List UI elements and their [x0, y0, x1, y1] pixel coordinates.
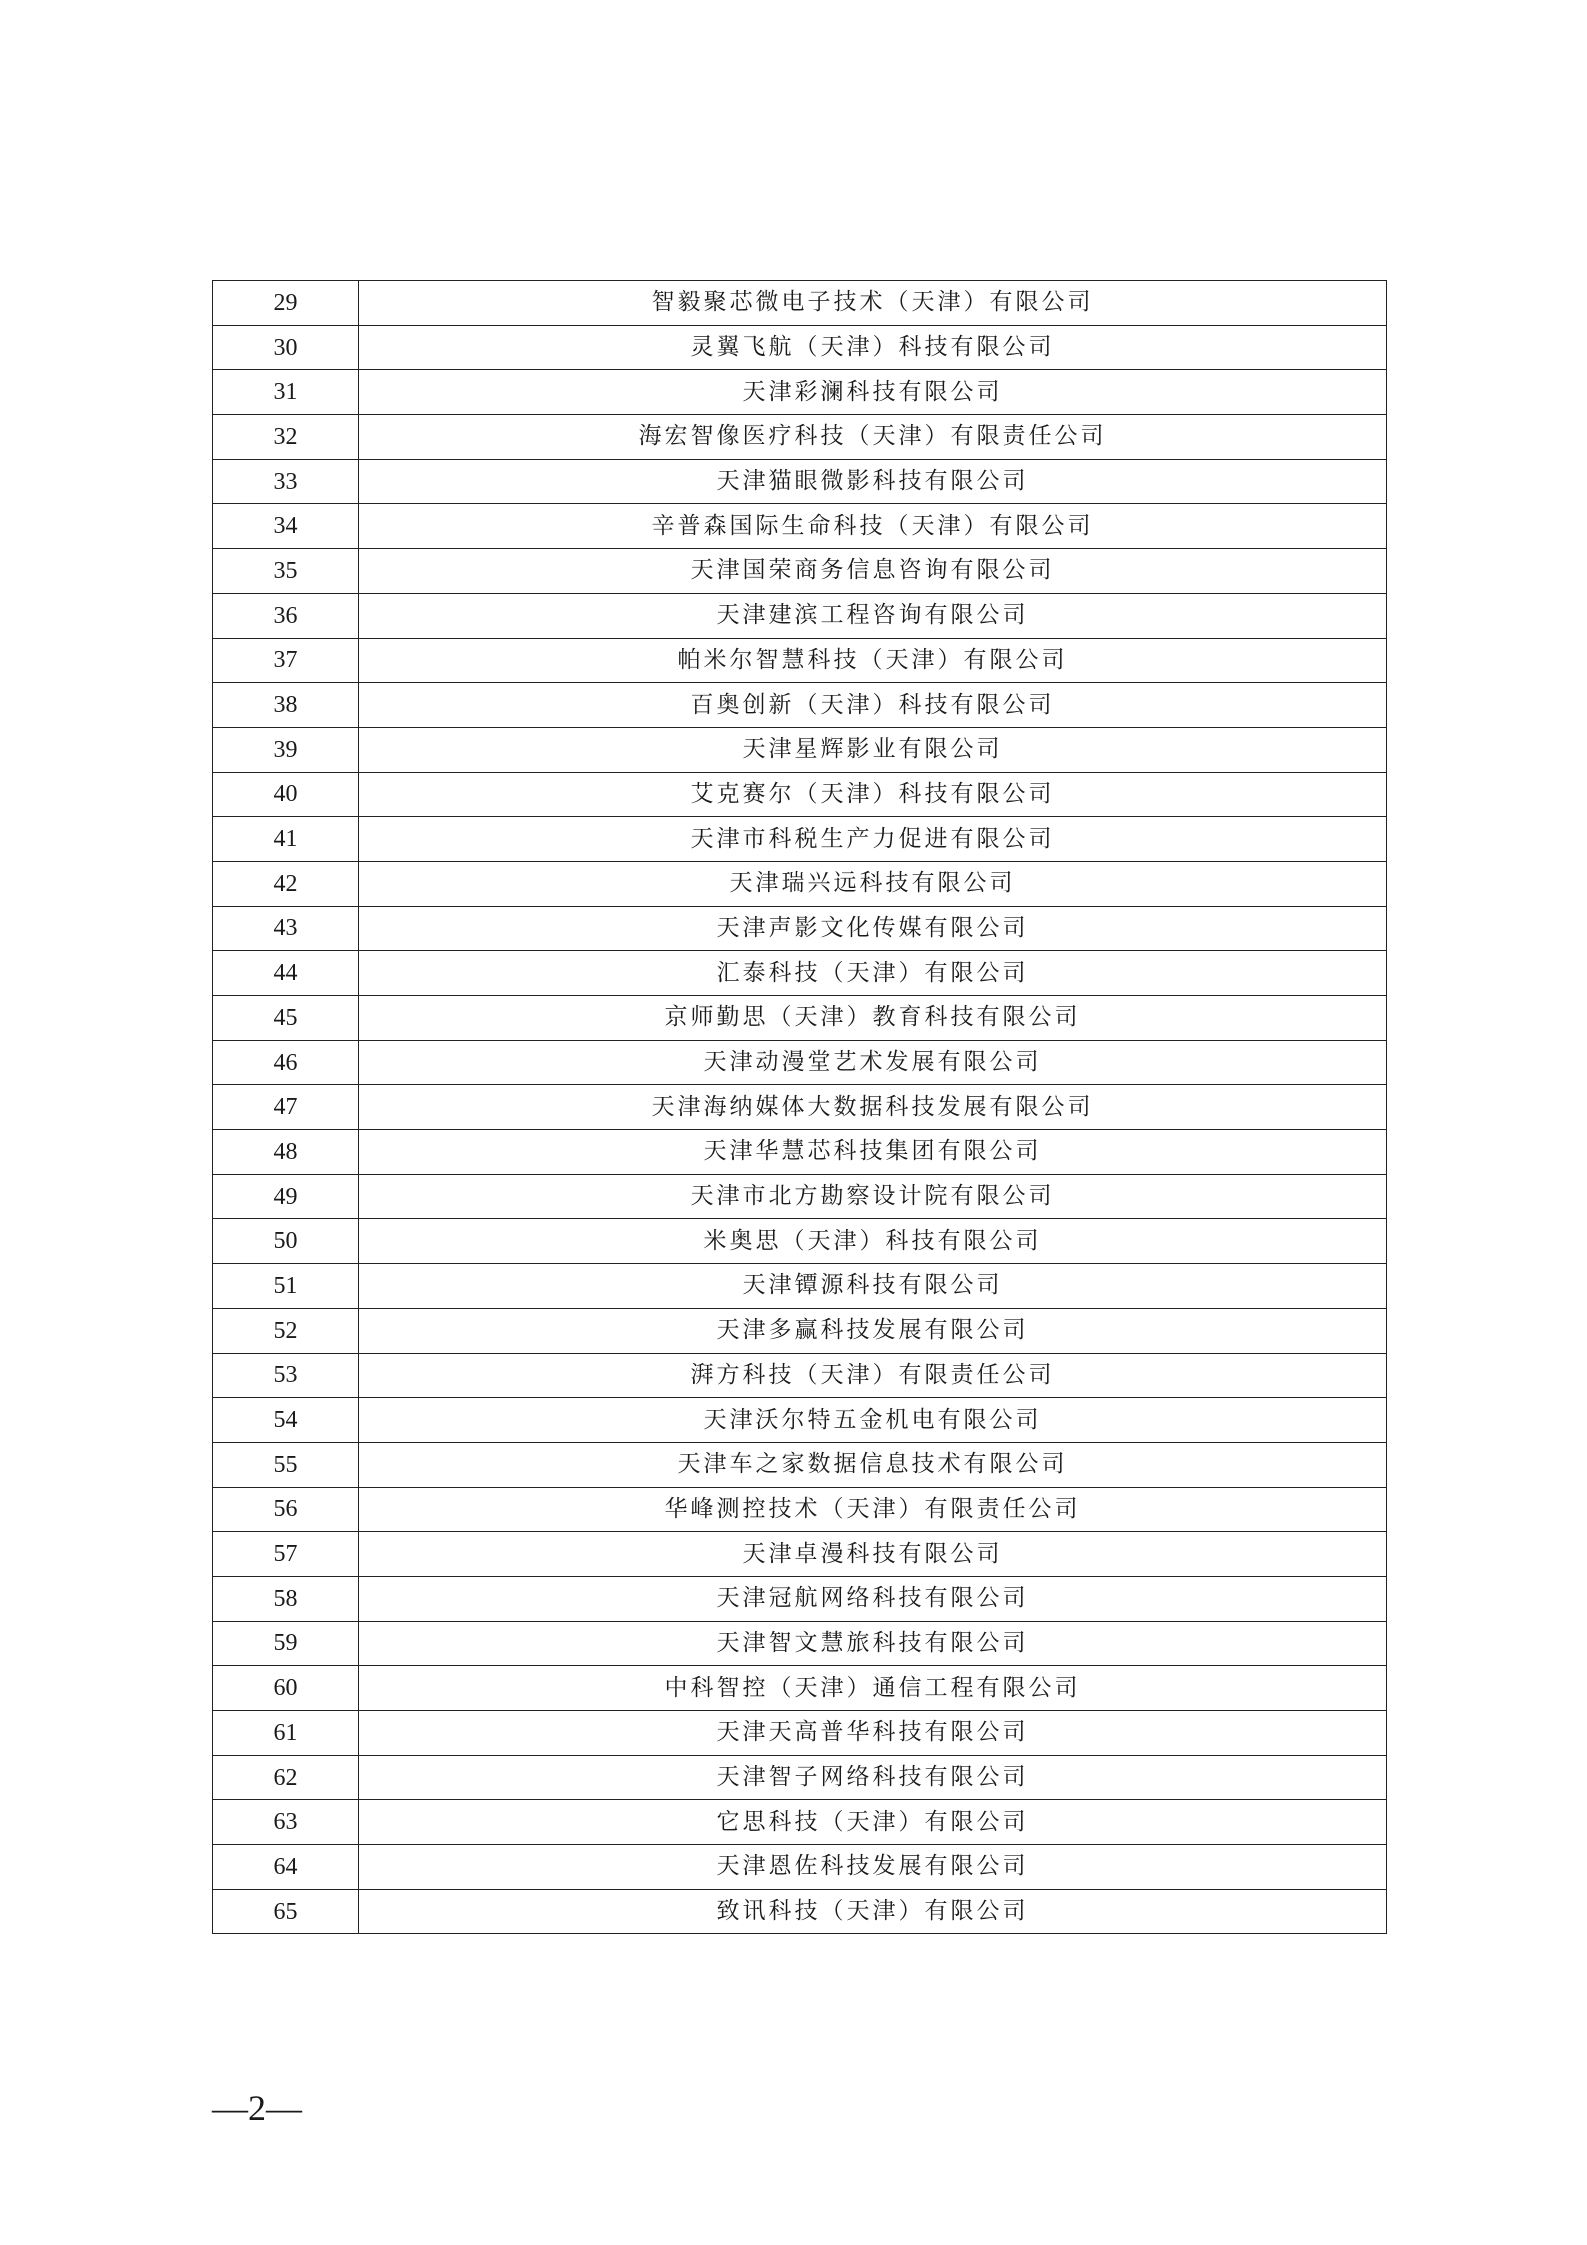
table-row — [213, 996, 1387, 1041]
table-row — [213, 1219, 1387, 1264]
company-name: 艾克赛尔（天津）科技有限公司 — [359, 772, 1387, 817]
page-number: —2— — [212, 2088, 302, 2128]
table-row — [213, 1532, 1387, 1577]
company-name: 天津动漫堂艺术发展有限公司 — [359, 1040, 1387, 1085]
company-name: 灵翼飞航（天津）科技有限公司 — [359, 325, 1387, 370]
row-number: 43 — [213, 906, 359, 951]
table-row — [213, 1130, 1387, 1175]
table-row — [213, 549, 1387, 594]
table-row — [213, 1487, 1387, 1532]
table-row — [213, 281, 1387, 326]
row-number: 41 — [213, 817, 359, 862]
company-name: 天津冠航网络科技有限公司 — [359, 1576, 1387, 1621]
company-name: 天津声影文化传媒有限公司 — [359, 906, 1387, 951]
table-body — [213, 281, 1387, 1934]
company-name: 天津星辉影业有限公司 — [359, 727, 1387, 772]
row-number: 57 — [213, 1532, 359, 1577]
company-name: 天津海纳媒体大数据科技发展有限公司 — [359, 1085, 1387, 1130]
company-list-table — [212, 280, 1387, 1934]
row-number: 64 — [213, 1845, 359, 1890]
row-number: 31 — [213, 370, 359, 415]
table-row — [213, 1845, 1387, 1890]
row-number: 58 — [213, 1576, 359, 1621]
company-name: 米奥思（天津）科技有限公司 — [359, 1219, 1387, 1264]
company-name: 致讯科技（天津）有限公司 — [359, 1889, 1387, 1934]
row-number: 39 — [213, 727, 359, 772]
table-row — [213, 861, 1387, 906]
company-name: 天津彩澜科技有限公司 — [359, 370, 1387, 415]
table-row — [213, 370, 1387, 415]
row-number: 32 — [213, 415, 359, 460]
table-row — [213, 1308, 1387, 1353]
company-name: 天津市科税生产力促进有限公司 — [359, 817, 1387, 862]
row-number: 42 — [213, 861, 359, 906]
company-name: 京师勤思（天津）教育科技有限公司 — [359, 996, 1387, 1041]
row-number: 56 — [213, 1487, 359, 1532]
table-row — [213, 504, 1387, 549]
row-number: 61 — [213, 1711, 359, 1756]
table-row — [213, 772, 1387, 817]
table-row — [213, 1398, 1387, 1443]
company-name: 天津瑞兴远科技有限公司 — [359, 861, 1387, 906]
company-name: 天津恩佐科技发展有限公司 — [359, 1845, 1387, 1890]
company-name: 天津沃尔特五金机电有限公司 — [359, 1398, 1387, 1443]
row-number: 47 — [213, 1085, 359, 1130]
row-number: 35 — [213, 549, 359, 594]
table-row — [213, 1666, 1387, 1711]
company-name: 湃方科技（天津）有限责任公司 — [359, 1353, 1387, 1398]
table-row — [213, 1353, 1387, 1398]
company-name: 天津建滨工程咨询有限公司 — [359, 593, 1387, 638]
row-number: 34 — [213, 504, 359, 549]
row-number: 63 — [213, 1800, 359, 1845]
company-name: 中科智控（天津）通信工程有限公司 — [359, 1666, 1387, 1711]
row-number: 45 — [213, 996, 359, 1041]
row-number: 49 — [213, 1174, 359, 1219]
table-row — [213, 1085, 1387, 1130]
company-name: 天津多赢科技发展有限公司 — [359, 1308, 1387, 1353]
table-row — [213, 1711, 1387, 1756]
table-row — [213, 817, 1387, 862]
row-number: 36 — [213, 593, 359, 638]
row-number: 46 — [213, 1040, 359, 1085]
company-name: 天津猫眼微影科技有限公司 — [359, 459, 1387, 504]
company-name: 辛普森国际生命科技（天津）有限公司 — [359, 504, 1387, 549]
row-number: 48 — [213, 1130, 359, 1175]
company-name: 智毅聚芯微电子技术（天津）有限公司 — [359, 281, 1387, 326]
company-name: 天津智子网络科技有限公司 — [359, 1755, 1387, 1800]
table-row — [213, 325, 1387, 370]
company-name: 天津镡源科技有限公司 — [359, 1264, 1387, 1309]
row-number: 44 — [213, 951, 359, 996]
row-number: 55 — [213, 1442, 359, 1487]
row-number: 60 — [213, 1666, 359, 1711]
company-name: 汇泰科技（天津）有限公司 — [359, 951, 1387, 996]
row-number: 33 — [213, 459, 359, 504]
row-number: 52 — [213, 1308, 359, 1353]
company-name: 天津华慧芯科技集团有限公司 — [359, 1130, 1387, 1175]
table-row — [213, 727, 1387, 772]
table-row — [213, 906, 1387, 951]
company-name: 天津卓漫科技有限公司 — [359, 1532, 1387, 1577]
table-row — [213, 683, 1387, 728]
table-row — [213, 638, 1387, 683]
table-row — [213, 593, 1387, 638]
company-name: 天津智文慧旅科技有限公司 — [359, 1621, 1387, 1666]
table-row — [213, 1800, 1387, 1845]
row-number: 40 — [213, 772, 359, 817]
row-number: 29 — [213, 281, 359, 326]
company-name: 天津市北方勘察设计院有限公司 — [359, 1174, 1387, 1219]
table-row — [213, 951, 1387, 996]
table-row — [213, 459, 1387, 504]
table-row — [213, 1442, 1387, 1487]
table-row — [213, 1889, 1387, 1934]
table-row — [213, 1174, 1387, 1219]
row-number: 38 — [213, 683, 359, 728]
table-row — [213, 1621, 1387, 1666]
row-number: 62 — [213, 1755, 359, 1800]
row-number: 59 — [213, 1621, 359, 1666]
table-row — [213, 1576, 1387, 1621]
row-number: 50 — [213, 1219, 359, 1264]
table-row — [213, 1040, 1387, 1085]
row-number: 65 — [213, 1889, 359, 1934]
table-row — [213, 1264, 1387, 1309]
company-list-table-container — [212, 280, 1386, 1934]
company-name: 它思科技（天津）有限公司 — [359, 1800, 1387, 1845]
row-number: 54 — [213, 1398, 359, 1443]
row-number: 51 — [213, 1264, 359, 1309]
row-number: 53 — [213, 1353, 359, 1398]
table-row — [213, 1755, 1387, 1800]
company-name: 天津车之家数据信息技术有限公司 — [359, 1442, 1387, 1487]
company-name: 天津天高普华科技有限公司 — [359, 1711, 1387, 1756]
row-number: 37 — [213, 638, 359, 683]
table-row — [213, 415, 1387, 460]
company-name: 华峰测控技术（天津）有限责任公司 — [359, 1487, 1387, 1532]
row-number: 30 — [213, 325, 359, 370]
company-name: 海宏智像医疗科技（天津）有限责任公司 — [359, 415, 1387, 460]
company-name: 百奥创新（天津）科技有限公司 — [359, 683, 1387, 728]
company-name: 帕米尔智慧科技（天津）有限公司 — [359, 638, 1387, 683]
company-name: 天津国荣商务信息咨询有限公司 — [359, 549, 1387, 594]
